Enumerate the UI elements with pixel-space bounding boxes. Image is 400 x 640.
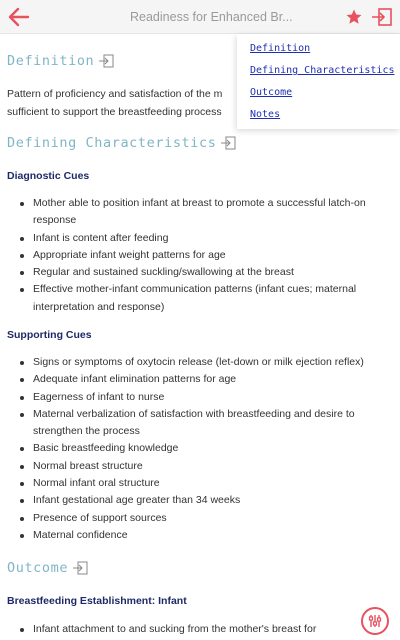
sliders-icon [367, 613, 383, 629]
section-heading-defining [7, 135, 236, 151]
diagnostic-cues-title: Diagnostic Cues [7, 170, 90, 182]
list-item: Infant gestational age greater than 34 weeks [20, 492, 390, 509]
list-item: Maternal confidence [20, 527, 390, 544]
toc-link-notes[interactable]: Notes [250, 109, 281, 120]
page-title: Readiness for Enhanced Br... [130, 10, 293, 24]
section-heading-label: Defining Characteristics [7, 135, 217, 151]
list-item: Adequate infant elimination patterns for age [20, 371, 390, 388]
list-item: Infant is content after feeding [20, 230, 390, 247]
exit-button[interactable] [371, 7, 393, 27]
list-item: Signs or symptoms of oxytocin release (let-down or milk ejection reflex) [20, 354, 390, 371]
list-item: Infant attachment to and sucking from the mother's breast for [20, 621, 390, 638]
supporting-cues-list [20, 354, 390, 544]
list-item: Eagerness of infant to nurse [20, 389, 390, 406]
list-item: Effective mother-infant communication patterns (infant cues; maternal interpretation and response) [20, 281, 390, 316]
toc-menu [237, 34, 400, 129]
star-icon [345, 8, 363, 26]
definition-text: Pattern of proficiency and satisfaction of the m sufficient to support the breastfeeding process [7, 88, 223, 118]
list-item: Normal breast structure [20, 458, 390, 475]
outcome-list [20, 621, 390, 638]
jump-icon[interactable] [220, 136, 236, 150]
list-item: Presence of support sources [20, 510, 390, 527]
list-item: Appropriate infant weight patterns for age [20, 247, 390, 264]
jump-icon[interactable] [72, 561, 88, 575]
section-heading-label: Definition [7, 53, 95, 69]
diagnostic-cues-list [20, 195, 390, 316]
list-item: Basic breastfeeding knowledge [20, 440, 390, 457]
list-item: Mother able to position infant at breast to promote a successful latch-on response [20, 195, 390, 230]
toc-link-outcome[interactable]: Outcome [250, 87, 293, 98]
section-heading-outcome [7, 560, 88, 576]
list-item: Normal infant oral structure [20, 475, 390, 492]
outcome-subhead: Breastfeeding Establishment: Infant [7, 595, 187, 607]
list-item: Maternal verbalization of satisfaction with breastfeeding and desire to strengthen the process [20, 406, 390, 441]
settings-fab-button[interactable] [361, 607, 389, 635]
supporting-cues-title: Supporting Cues [7, 329, 92, 341]
arrow-left-icon [6, 5, 32, 29]
back-button[interactable] [6, 5, 32, 29]
list-item: Regular and sustained suckling/swallowing at the breast [20, 264, 390, 281]
section-heading-definition [7, 53, 114, 69]
toc-link-definition[interactable]: Definition [250, 43, 311, 54]
sign-out-icon [371, 7, 393, 27]
favorite-button[interactable] [345, 8, 363, 26]
toc-link-defining-characteristics[interactable]: Defining Characteristics [250, 65, 395, 76]
jump-icon[interactable] [98, 54, 114, 68]
app-bar [0, 0, 400, 34]
section-heading-label: Outcome [7, 560, 69, 576]
